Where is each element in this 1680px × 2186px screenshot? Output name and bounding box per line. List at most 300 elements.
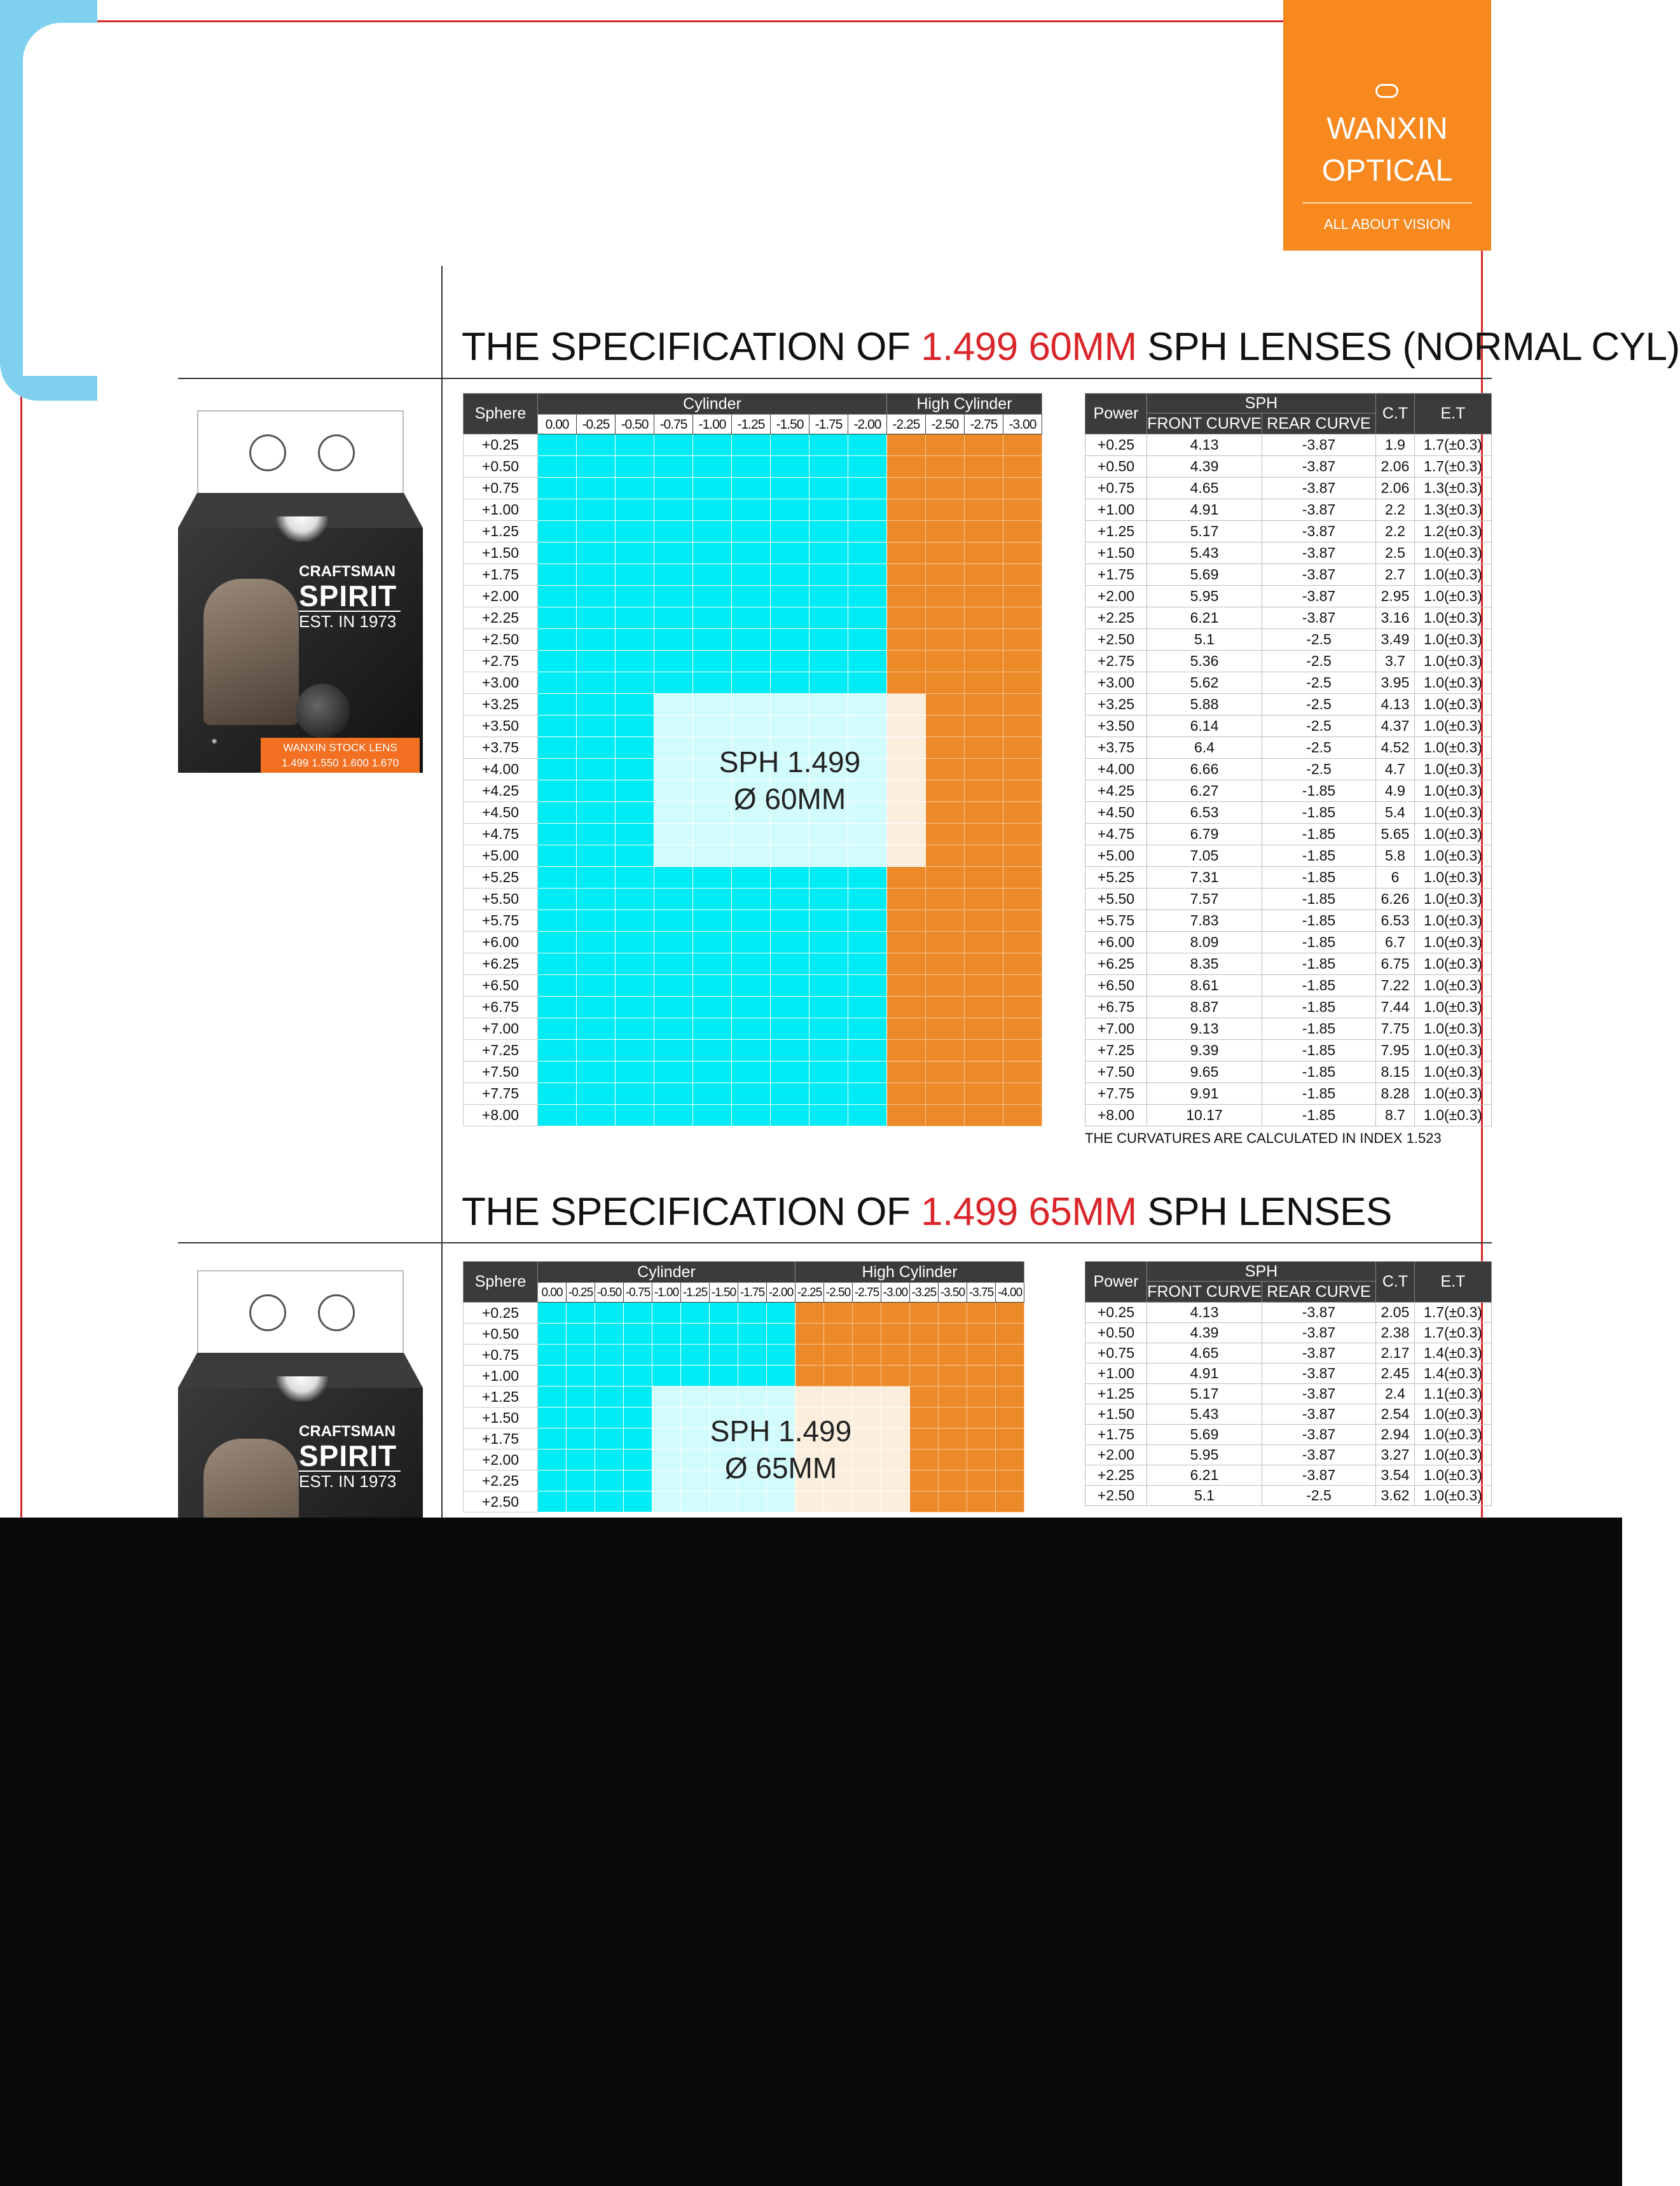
availability-cell <box>1003 629 1042 651</box>
availability-cell <box>809 543 848 564</box>
availability-cell <box>939 1491 967 1512</box>
power-value: +2.50 <box>1085 1486 1147 1506</box>
availability-cell <box>1003 1062 1042 1083</box>
availability-cell <box>848 564 887 586</box>
center-thickness-value: 2.95 <box>1376 586 1415 607</box>
front-curve-value: 5.69 <box>1147 1425 1262 1445</box>
availability-cell <box>848 1105 887 1126</box>
availability-cell <box>654 975 693 997</box>
availability-cell <box>693 975 732 997</box>
availability-cell <box>616 1040 654 1062</box>
availability-cell <box>967 1324 996 1345</box>
availability-cell <box>809 1040 848 1062</box>
rear-curve-value: -3.87 <box>1262 1343 1376 1364</box>
availability-cell <box>809 1083 848 1105</box>
front-curve-value: 9.65 <box>1147 1062 1262 1083</box>
availability-cell <box>616 651 654 672</box>
availability-cell <box>732 867 771 889</box>
availability-cell <box>887 889 926 910</box>
availability-cell <box>771 953 809 975</box>
availability-cell <box>538 1345 567 1366</box>
availability-cell <box>771 672 809 694</box>
edge-thickness-value: 1.0(±0.3) <box>1415 910 1492 932</box>
section1-availability-grid <box>463 393 1042 1126</box>
section1-grid-overlay <box>654 694 926 867</box>
availability-cell <box>577 629 616 651</box>
logo-line2: OPTICAL <box>1321 154 1453 188</box>
power-header: Power <box>1085 394 1147 434</box>
sphere-value: +1.00 <box>464 1366 538 1387</box>
availability-cell <box>538 1470 567 1491</box>
availability-cell <box>538 1018 577 1040</box>
availability-cell <box>1003 759 1042 780</box>
availability-cell <box>771 889 809 910</box>
availability-cell <box>926 824 965 845</box>
availability-cell <box>771 1062 809 1083</box>
rear-curve-value: -1.85 <box>1262 910 1376 932</box>
edge-thickness-value: 1.0(±0.3) <box>1415 1105 1492 1126</box>
availability-cell <box>910 1449 939 1470</box>
availability-cell <box>881 1324 910 1345</box>
front-curve-value: 8.35 <box>1147 953 1262 975</box>
front-curve-value: 7.05 <box>1147 845 1262 867</box>
availability-cell <box>538 1040 577 1062</box>
availability-cell <box>848 1062 887 1083</box>
availability-cell <box>795 1345 824 1366</box>
availability-cell <box>809 932 848 953</box>
availability-cell <box>848 499 887 521</box>
high-cylinder-value-header: -3.75 <box>967 1283 996 1303</box>
availability-cell <box>654 543 693 564</box>
front-curve-value: 9.91 <box>1147 1083 1262 1105</box>
front-curve-value: 5.69 <box>1147 564 1262 586</box>
availability-cell <box>577 499 616 521</box>
power-value: +1.50 <box>1085 1404 1147 1425</box>
power-value: +3.50 <box>1085 716 1147 737</box>
edge-thickness-value: 1.0(±0.3) <box>1415 629 1492 651</box>
high-cylinder-header: High Cylinder <box>887 394 1042 415</box>
section2-title-highlight: 1.499 65MM <box>921 1190 1137 1234</box>
edge-thickness-value: 1.0(±0.3) <box>1415 845 1492 867</box>
cylinder-value-header: -0.75 <box>624 1283 652 1303</box>
availability-cell <box>809 607 848 629</box>
edge-thickness-value: 1.0(±0.3) <box>1415 694 1492 716</box>
power-value: +1.25 <box>1085 1384 1147 1404</box>
availability-cell <box>1003 845 1042 867</box>
availability-cell <box>926 953 965 975</box>
availability-cell <box>887 586 926 607</box>
sphere-value: +2.25 <box>464 607 538 629</box>
availability-cell <box>848 521 887 543</box>
availability-cell <box>654 932 693 953</box>
rear-curve-value: -1.85 <box>1262 932 1376 953</box>
availability-cell <box>965 975 1003 997</box>
power-value: +1.00 <box>1085 499 1147 521</box>
center-thickness-value: 7.95 <box>1376 1040 1415 1062</box>
availability-cell <box>654 607 693 629</box>
availability-cell <box>910 1429 939 1449</box>
center-thickness-value: 2.06 <box>1376 478 1415 499</box>
sphere-value: +5.00 <box>464 845 538 867</box>
availability-cell <box>965 629 1003 651</box>
availability-cell <box>732 543 771 564</box>
edge-thickness-value: 1.0(±0.3) <box>1415 802 1492 824</box>
rear-curve-value: -3.87 <box>1262 456 1376 478</box>
availability-cell <box>1003 910 1042 932</box>
availability-cell <box>732 651 771 672</box>
availability-cell <box>887 543 926 564</box>
availability-cell <box>887 1062 926 1083</box>
availability-cell <box>965 824 1003 845</box>
logo-tagline: ALL ABOUT VISION <box>1323 216 1451 232</box>
sphere-value: +1.75 <box>464 564 538 586</box>
availability-cell <box>848 607 887 629</box>
availability-cell <box>1003 824 1042 845</box>
availability-cell <box>926 1062 965 1083</box>
center-thickness-value: 6 <box>1376 867 1415 889</box>
availability-cell <box>567 1408 595 1429</box>
power-value: +1.50 <box>1085 543 1147 564</box>
sphere-value: +2.00 <box>464 586 538 607</box>
availability-cell <box>771 586 809 607</box>
availability-cell <box>616 478 654 499</box>
power-value: +0.25 <box>1085 434 1147 456</box>
availability-cell <box>616 456 654 478</box>
availability-cell <box>654 456 693 478</box>
sphere-value: +1.00 <box>464 499 538 521</box>
front-curve-header: FRONT CURVE <box>1147 1282 1262 1303</box>
availability-cell <box>771 1040 809 1062</box>
center-thickness-value: 5.4 <box>1376 802 1415 824</box>
rear-curve-value: -1.85 <box>1262 802 1376 824</box>
availability-cell <box>538 1366 567 1387</box>
availability-cell <box>809 434 848 456</box>
center-thickness-value: 8.7 <box>1376 1105 1415 1126</box>
availability-cell <box>577 953 616 975</box>
section2-title-prefix: THE SPECIFICATION OF <box>462 1190 921 1234</box>
availability-cell <box>538 521 577 543</box>
high-cylinder-value-header: -2.50 <box>926 415 965 434</box>
availability-cell <box>693 1083 732 1105</box>
availability-cell <box>910 1366 939 1387</box>
edge-thickness-value: 1.0(±0.3) <box>1415 1040 1492 1062</box>
availability-cell <box>538 564 577 586</box>
cylinder-value-header: -0.50 <box>595 1283 624 1303</box>
availability-cell <box>809 456 848 478</box>
availability-cell <box>809 651 848 672</box>
power-value: +7.50 <box>1085 1062 1147 1083</box>
availability-cell <box>887 910 926 932</box>
availability-cell <box>538 1387 567 1408</box>
availability-cell <box>538 997 577 1018</box>
front-curve-value: 5.1 <box>1147 629 1262 651</box>
package-small-logo: ◉ <box>211 738 217 745</box>
edge-thickness-value: 1.4(±0.3) <box>1415 1343 1492 1364</box>
availability-cell <box>996 1387 1024 1408</box>
sphere-value: +0.75 <box>464 1345 538 1366</box>
power-value: +2.00 <box>1085 586 1147 607</box>
availability-cell <box>710 1324 738 1345</box>
availability-cell <box>654 1062 693 1083</box>
availability-cell <box>809 910 848 932</box>
availability-cell <box>1003 997 1042 1018</box>
availability-cell <box>693 586 732 607</box>
availability-cell <box>654 629 693 651</box>
availability-cell <box>965 1040 1003 1062</box>
availability-cell <box>1003 737 1042 759</box>
sphere-value: +0.75 <box>464 478 538 499</box>
availability-cell <box>771 975 809 997</box>
availability-cell <box>693 1062 732 1083</box>
availability-cell <box>732 910 771 932</box>
power-value: +7.25 <box>1085 1040 1147 1062</box>
front-curve-value: 5.62 <box>1147 672 1262 694</box>
power-value: +7.00 <box>1085 1018 1147 1040</box>
front-curve-value: 4.39 <box>1147 456 1262 478</box>
power-value: +0.25 <box>1085 1303 1147 1323</box>
rear-curve-value: -2.5 <box>1262 651 1376 672</box>
front-curve-value: 9.39 <box>1147 1040 1262 1062</box>
availability-cell <box>1003 716 1042 737</box>
section2-spec-table <box>1085 1261 1492 1506</box>
availability-cell <box>538 802 577 824</box>
availability-cell <box>926 456 965 478</box>
availability-cell <box>887 651 926 672</box>
cylinder-value-header: -0.75 <box>654 415 693 434</box>
availability-cell <box>732 499 771 521</box>
availability-cell <box>732 607 771 629</box>
availability-cell <box>538 586 577 607</box>
availability-cell <box>848 586 887 607</box>
cylinder-value-header: -2.00 <box>767 1283 795 1303</box>
power-value: +2.50 <box>1085 629 1147 651</box>
availability-cell <box>577 521 616 543</box>
availability-cell <box>809 1062 848 1083</box>
availability-cell <box>996 1366 1024 1387</box>
center-thickness-value: 2.45 <box>1376 1364 1415 1384</box>
rear-curve-value: -1.85 <box>1262 975 1376 997</box>
rear-curve-value: -2.5 <box>1262 629 1376 651</box>
availability-cell <box>567 1491 595 1512</box>
availability-cell <box>996 1491 1024 1512</box>
power-value: +4.25 <box>1085 780 1147 802</box>
cylinder-value-header: -1.50 <box>771 415 809 434</box>
availability-cell <box>939 1429 967 1449</box>
availability-cell <box>926 737 965 759</box>
availability-cell <box>732 997 771 1018</box>
front-curve-value: 6.14 <box>1147 716 1262 737</box>
availability-cell <box>538 1062 577 1083</box>
section2-title-suffix: SPH LENSES <box>1136 1190 1392 1234</box>
availability-cell <box>967 1429 996 1449</box>
availability-cell <box>616 716 654 737</box>
availability-cell <box>965 845 1003 867</box>
availability-cell <box>693 564 732 586</box>
edge-thickness-value: 1.0(±0.3) <box>1415 716 1492 737</box>
center-thickness-value: 2.38 <box>1376 1323 1415 1343</box>
availability-cell <box>1003 975 1042 997</box>
availability-cell <box>926 867 965 889</box>
availability-cell <box>824 1303 853 1324</box>
availability-cell <box>965 867 1003 889</box>
availability-cell <box>848 543 887 564</box>
availability-cell <box>887 1040 926 1062</box>
availability-cell <box>824 1324 853 1345</box>
availability-cell <box>654 521 693 543</box>
availability-cell <box>616 499 654 521</box>
edge-thickness-value: 1.0(±0.3) <box>1415 932 1492 953</box>
availability-cell <box>693 521 732 543</box>
availability-cell <box>577 543 616 564</box>
section1-overlay-line2: Ø 60MM <box>733 782 846 815</box>
availability-cell <box>624 1429 652 1449</box>
availability-cell <box>965 1083 1003 1105</box>
edge-thickness-value: 1.3(±0.3) <box>1415 499 1492 521</box>
rear-curve-value: -1.85 <box>1262 1040 1376 1062</box>
availability-cell <box>538 1449 567 1470</box>
section1-title-prefix: THE SPECIFICATION OF <box>462 325 921 369</box>
power-value: +1.00 <box>1085 1364 1147 1384</box>
section2-title <box>462 1189 1392 1235</box>
rear-curve-value: -3.87 <box>1262 1465 1376 1486</box>
availability-cell <box>538 651 577 672</box>
blank-region <box>0 1518 1622 2186</box>
sphere-value: +2.50 <box>464 629 538 651</box>
center-thickness-value: 7.75 <box>1376 1018 1415 1040</box>
sphere-value: +5.50 <box>464 889 538 910</box>
availability-cell <box>848 1083 887 1105</box>
availability-cell <box>567 1366 595 1387</box>
availability-cell <box>693 651 732 672</box>
availability-cell <box>1003 543 1042 564</box>
availability-cell <box>732 953 771 975</box>
availability-cell <box>926 845 965 867</box>
center-thickness-value: 2.05 <box>1376 1303 1415 1323</box>
sphere-value: +1.75 <box>464 1429 538 1449</box>
availability-cell <box>771 607 809 629</box>
availability-cell <box>1003 586 1042 607</box>
power-value: +1.25 <box>1085 521 1147 543</box>
availability-cell <box>926 607 965 629</box>
center-thickness-value: 4.37 <box>1376 716 1415 737</box>
package-title3: EST. IN 1973 <box>299 612 397 631</box>
availability-cell <box>887 1018 926 1040</box>
section1-title <box>462 324 1680 370</box>
availability-cell <box>767 1366 795 1387</box>
availability-cell <box>809 586 848 607</box>
availability-cell <box>939 1366 967 1387</box>
center-thickness-value: 2.17 <box>1376 1343 1415 1364</box>
availability-cell <box>538 1324 567 1345</box>
power-value: +2.75 <box>1085 651 1147 672</box>
availability-cell <box>616 759 654 780</box>
front-curve-value: 10.17 <box>1147 1105 1262 1126</box>
availability-cell <box>538 434 577 456</box>
front-curve-value: 4.39 <box>1147 1323 1262 1343</box>
availability-cell <box>1003 694 1042 716</box>
availability-cell <box>887 1105 926 1126</box>
availability-cell <box>567 1449 595 1470</box>
high-cylinder-value-header: -2.75 <box>965 415 1003 434</box>
availability-cell <box>567 1429 595 1449</box>
availability-cell <box>848 456 887 478</box>
front-curve-value: 4.91 <box>1147 1364 1262 1384</box>
availability-cell <box>577 607 616 629</box>
center-thickness-value: 3.95 <box>1376 672 1415 694</box>
brand-logo <box>1283 0 1491 251</box>
availability-cell <box>538 499 577 521</box>
edge-thickness-value: 1.1(±0.3) <box>1415 1384 1492 1404</box>
availability-cell <box>967 1387 996 1408</box>
rear-curve-header: REAR CURVE <box>1262 1282 1376 1303</box>
availability-cell <box>926 543 965 564</box>
availability-cell <box>771 1083 809 1105</box>
availability-cell <box>926 478 965 499</box>
availability-cell <box>848 953 887 975</box>
availability-cell <box>538 845 577 867</box>
power-header: Power <box>1085 1262 1147 1303</box>
rear-curve-value: -2.5 <box>1262 716 1376 737</box>
availability-cell <box>538 456 577 478</box>
availability-cell <box>616 586 654 607</box>
availability-cell <box>965 716 1003 737</box>
availability-cell <box>809 975 848 997</box>
availability-cell <box>887 1083 926 1105</box>
availability-cell <box>887 607 926 629</box>
edge-thickness-value: 1.0(±0.3) <box>1415 1018 1492 1040</box>
power-value: +7.75 <box>1085 1083 1147 1105</box>
availability-cell <box>887 953 926 975</box>
center-thickness-value: 4.52 <box>1376 737 1415 759</box>
center-thickness-value: 4.7 <box>1376 759 1415 780</box>
package-brand-bar <box>261 738 420 773</box>
center-thickness-value: 6.53 <box>1376 910 1415 932</box>
availability-cell <box>996 1408 1024 1429</box>
edge-thickness-value: 1.7(±0.3) <box>1415 434 1492 456</box>
availability-cell <box>809 499 848 521</box>
availability-cell <box>809 672 848 694</box>
rear-curve-value: -3.87 <box>1262 586 1376 607</box>
availability-cell <box>624 1303 652 1324</box>
front-curve-value: 8.61 <box>1147 975 1262 997</box>
availability-cell <box>538 867 577 889</box>
availability-cell <box>538 1105 577 1126</box>
availability-cell <box>939 1345 967 1366</box>
availability-cell <box>1003 889 1042 910</box>
availability-cell <box>710 1366 738 1387</box>
availability-cell <box>965 651 1003 672</box>
front-curve-value: 5.1 <box>1147 1486 1262 1506</box>
rear-curve-value: -1.85 <box>1262 889 1376 910</box>
cylinder-value-header: -1.00 <box>652 1283 681 1303</box>
front-curve-value: 4.13 <box>1147 1303 1262 1323</box>
availability-cell <box>654 1018 693 1040</box>
availability-cell <box>732 456 771 478</box>
availability-cell <box>567 1470 595 1491</box>
availability-cell <box>809 1018 848 1040</box>
availability-cell <box>809 478 848 499</box>
rear-curve-value: -1.85 <box>1262 824 1376 845</box>
power-value: +2.25 <box>1085 607 1147 629</box>
cylinder-value-header: -1.75 <box>809 415 848 434</box>
availability-cell <box>595 1345 624 1366</box>
center-thickness-value: 8.28 <box>1376 1083 1415 1105</box>
power-value: +6.75 <box>1085 997 1147 1018</box>
availability-cell <box>616 694 654 716</box>
power-value: +4.00 <box>1085 759 1147 780</box>
availability-cell <box>771 910 809 932</box>
front-curve-value: 5.36 <box>1147 651 1262 672</box>
